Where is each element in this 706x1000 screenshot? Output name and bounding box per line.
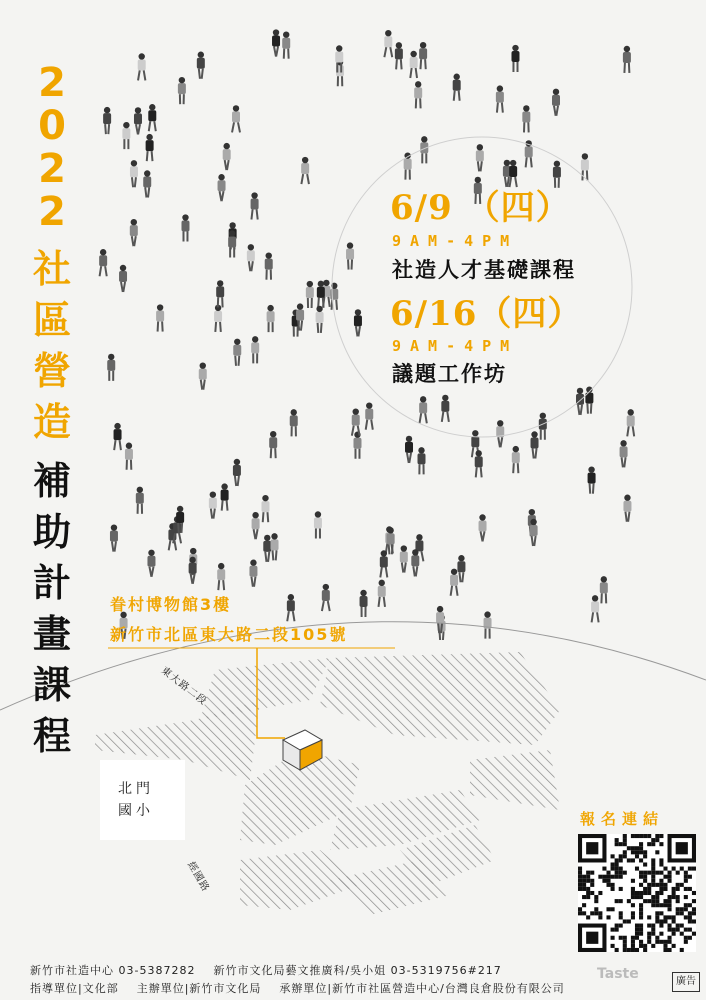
session-2-date: 6/16（四） [390, 294, 583, 334]
session-1-course: 社造人才基礎課程 [392, 258, 576, 282]
venue-building: 眷村博物館3樓 [110, 595, 232, 614]
title-char: 造 [32, 400, 71, 444]
year-digit: 2 [38, 60, 66, 106]
title-char: 助 [32, 510, 71, 554]
title-char: 程 [32, 714, 71, 758]
title-char: 營 [32, 349, 71, 393]
ad-badge: 廣告 [672, 972, 700, 992]
session-2-time: 9AM-4PM [392, 337, 519, 355]
footer-organizers: 指導單位|文化部 主辦單位|新竹市文化局 承辦單位|新竹市社區營造中心/台灣良倉股份有限公司 [30, 982, 565, 995]
watermark: Taste [597, 966, 639, 982]
registration-qr-code[interactable] [578, 834, 696, 952]
title-char: 畫 [32, 612, 71, 656]
session-1-time: 9AM-4PM [392, 232, 519, 250]
school-label-1: 北門 [118, 781, 154, 797]
footer-contacts: 新竹市社造中心 03-5387282 新竹市文化局藝文推廣科/吳小姐 03-5319756#217 [30, 964, 502, 977]
road-label-dongda: 東大路二段 [158, 665, 209, 708]
school-label-2: 國小 [118, 803, 154, 819]
road-label-jingguo: 經國路 [185, 860, 212, 895]
title-char: 課 [32, 663, 71, 707]
session-2-course: 議題工作坊 [392, 362, 507, 386]
title-char: 補 [32, 459, 71, 503]
year-digit: 2 [38, 146, 66, 192]
session-1-date: 6/9 （四） [390, 188, 571, 228]
year-digit: 0 [38, 103, 66, 149]
year-digit: 2 [38, 189, 66, 235]
registration-label: 報名連結 [580, 810, 665, 828]
title-char: 區 [32, 298, 71, 342]
venue-address: 新竹市北區東大路二段105號 [110, 625, 348, 644]
title-char: 社 [32, 247, 71, 291]
title-char: 計 [32, 561, 71, 605]
poster-title [24, 62, 80, 762]
